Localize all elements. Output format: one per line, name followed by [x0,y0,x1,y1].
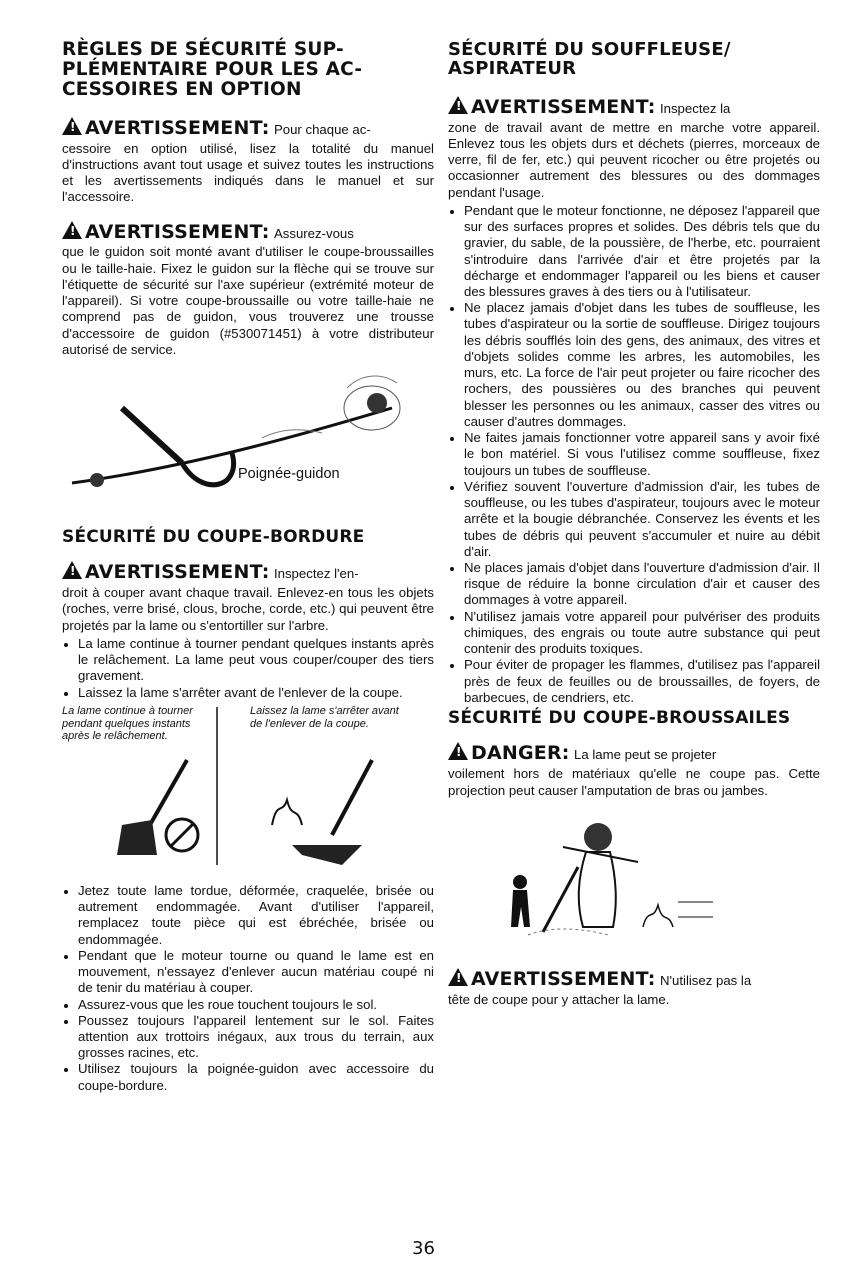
trimmer-bullets-a [62,636,434,701]
blade-stop-illustration [62,705,434,875]
list-item: • Utilisez toujours la poignée-guidon avec accessoire du coupe-bordure. [78,1061,434,1093]
list-item: • Ne places jamais d'objet dans l'ouverture d'admission d'air. Il risque de réduire la bonne circulation d'air et causer des dommages à votre appareil. [464,560,820,609]
warning-heading: AVERTISSEMENT: [471,95,656,118]
warning-text: que le guidon soit monté avant d'utiliser le coupe-broussailles ou le taille-haie. Fixez le guidon sur la flèche qui se trouve sur l'étiquette de sécurité sur l'axe supérieur (extrémité moteur de l'appareil). Si votre coupe-broussaille ou votre taille-haie ne comprend pas de guidon, vous trouverez une trousse d'accessoire de guidon (#530071451) à votre distributeur autorisé de service. [62,244,434,357]
list-item: • Pendant que le moteur fonctionne, ne déposez l'appareil que sur des surfaces propres et solides. Des débris tels que du gravier, du sable, de la poussière, de l'herbe, etc. pourraient s'introduire dans l'arrivée d'air et être projetés par la décharge et endommager l'appareil ou les biens et causer des blessures graves à des tiers ou à l'utilisateur. [464,203,820,300]
danger-lead: La lame peut se projeter [574,747,717,763]
trimmer-warning [62,560,434,634]
warning-text: cessoire en option utilisé, lisez la totalité du manuel d'instructions avant tout usage et suivez toutes les instructions et les avertissements indiqués dans le manuel et sur l'accessoire. [62,140,434,205]
warning-icon [448,96,468,114]
warning-icon [62,221,82,239]
blower-warning [448,95,820,201]
guidon-warning [62,220,434,358]
blower-bullets [448,203,820,706]
warning-heading: AVERTISSEMENT: [85,116,270,139]
warning-heading: AVERTISSEMENT: [85,561,270,584]
list-item: • Poussez toujours l'appareil lentement sur le sol. Faites attention aux trottoirs inégaux, aux trous du terrain, aux grosses racines, etc. [78,1013,434,1062]
caption-right: Laissez la lame s'arrêter avant de l'enlever de la coupe. [250,704,399,730]
warning-lead: N'utilisez pas la [659,972,752,988]
accessory-safety-title: RÈGLES DE SÉCURITÉ SUP-PLÉMENTAIRE POUR LES AC-CESSOIRES EN OPTION [62,39,363,100]
list-item: • Pour éviter de propager les flammes, d'utilisez pas l'appareil près de feux de feuilles ou de broussailles, de foyers, de barbecues, de cendriers, etc. [464,657,820,706]
list-item: • Ne placez jamais d'objet dans les tubes de souffleuse, les tubes d'aspirateur ou la sortie de souffleuse. Dirigez toujours les débris soufflés loin des gens, des animaux, des vitres et d'objets solides comme les arbres, les automobiles, les murs, etc. La force de l'air peut projeter ou faire ricocher des rochers, des poussières ou des branches qui peuvent blesser les personnes ou les animaux, casser des vitres ou causer d'autres dommages. [464,300,820,430]
trimmer-bullets-b [62,883,434,1094]
handle-label: Poignée-guidon [238,466,340,483]
warning-icon [448,968,468,986]
warning-icon [62,117,82,135]
warning-icon [448,742,468,760]
blower-safety-title: SÉCURITÉ DU SOUFFLEUSE/ ASPIRATEUR [448,39,731,80]
warning-heading: AVERTISSEMENT: [471,967,656,990]
danger-text: voilement hors de matériaux qu'elle ne coupe pas. Cette projection peut causer l'amputation de bras ou jambes. [448,766,820,798]
trimmer-safety-title: SÉCURITÉ DU COUPE-BORDURE [62,527,365,548]
danger-notice [448,741,820,798]
warning-text: tête de coupe pour y attacher la lame. [448,991,670,1007]
list-item: • Pendant que le moteur tourne ou quand le lame est en mouvement, n'essayez d'enlever aucun matériau coupé ni de tenir du matériau à couper. [78,948,434,997]
brushcutter-safety-title: SÉCURITÉ DU COUPE-BROUSSAILES [448,708,791,729]
warning-icon [62,561,82,579]
warning-lead: Inspectez la [659,100,731,116]
brushcutter-drawing [448,807,820,957]
blade-drawing [62,705,434,875]
left-column [62,40,434,1094]
accessory-warning [62,116,434,206]
list-item: • Vérifiez souvent l'ouverture d'admission d'air, les tubes de souffleuse, ou les tubes d'aspirateur, toujours avec le moteur arrête et la bougie débranchée. Conservez les évents et les tubes de débris qui peuvent s'accumuler et nuire au débit d'air. [464,479,820,560]
right-column [448,40,820,1008]
caption-left: La lame continue à tourner pendant quelques instants après le relâchement. [62,704,193,743]
list-item: • Laissez la lame s'arrêter avant de l'enlever de la coupe. [78,685,434,701]
list-item: • Ne faites jamais fonctionner votre appareil sans y avoir fixé le bon matériel. Si vous l'utilisez comme souffleuse, fixez toujours un tubes de souffleuse. [464,430,820,479]
list-item: • La lame continue à tourner pendant quelques instants après le relâchement. La lame peut vous couper/couper des tiers gravement. [78,636,434,685]
list-item: • Assurez-vous que les roue touchent toujours le sol. [78,997,434,1013]
warning-lead: Assurez-vous [273,225,354,241]
warning-heading: AVERTISSEMENT: [85,220,270,243]
list-item: • Jetez toute lame tordue, déformée, craquelée, brisée ou autrement endommagée. Avant d'utiliser l'appareil, remplacez toute pièce qui est ébréchée, brisée ou endommagée. [78,883,434,948]
brushcutter-illustration [448,807,820,957]
danger-heading: DANGER: [471,742,570,765]
page-number: 36 [412,1238,435,1259]
warning-text: zone de travail avant de mettre en marche votre appareil. Enlevez tous les objets durs et déchets (pierres, morceaux de verre, fil de fer, etc.) qui peuvent ricocher ou être projetés ou occasionner autrement des blessures ou des dommages pendant l'usage. [448,119,820,200]
brushcutter-warning [448,967,820,1008]
handle-illustration [62,368,434,518]
list-item: • N'utilisez jamais votre appareil pour pulvériser des produits chimiques, des engrais ou toute autre substance qui peut contenir des produits toxiques. [464,609,820,658]
trimmer-handle-drawing [62,368,434,518]
warning-text: droit à couper avant chaque travail. Enlevez-en tous les objets (roches, verre brisé, clous, broche, corde, etc.) qui peuvent être projetés par la lame ou s'entortiller sur l'arbre. [62,585,434,633]
warning-lead: Pour chaque ac- [273,121,371,137]
warning-lead: Inspectez l'en- [273,566,359,582]
